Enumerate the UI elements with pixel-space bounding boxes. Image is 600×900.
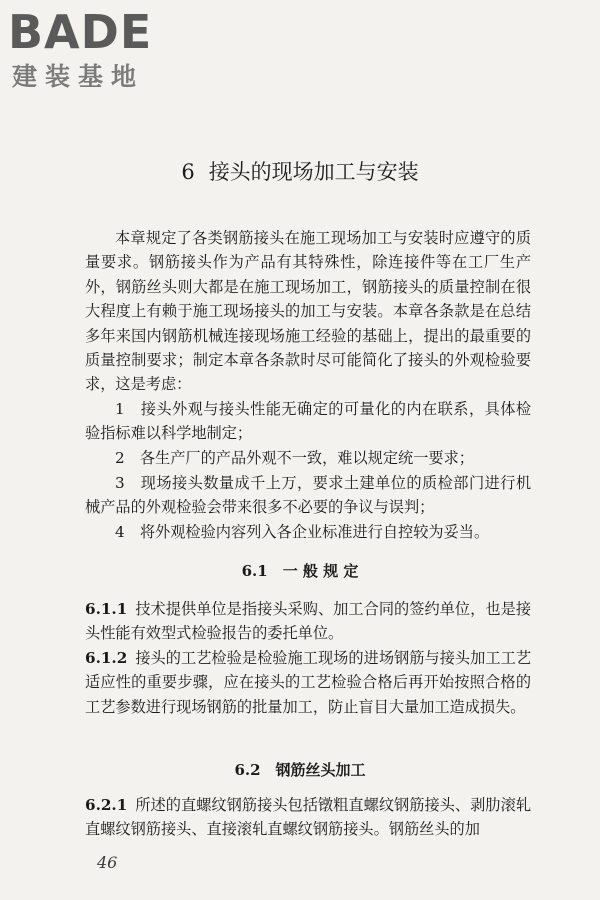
reason-text: 现场接头数量成千上万，要求土建单位的质检部门进行机械产品的外观检验会带来很多不必要的争议与误判； — [85, 474, 532, 517]
clause-text: 接头的工艺检验是检验施工现场的进场钢筋与接头加工工艺适应性的重要步骤，应在接头的工艺检验合格后再开始按照合格的工艺参数进行现场钢筋的批量加工，防止盲目大量加工造成损失。 — [85, 649, 531, 716]
logo-subtitle: 建装基地 — [12, 62, 145, 91]
clause-number: 6.2.1 — [85, 796, 128, 814]
clause-6-1-2 — [85, 646, 531, 719]
logo-wordmark: BADE — [8, 5, 153, 59]
clause-6-2-1 — [85, 793, 531, 842]
chapter-number: 6 — [181, 160, 195, 184]
section-heading-6-2: 6.2 钢筋丝头加工 — [234, 761, 366, 779]
reason-text: 各生产厂的产品外观不一致，难以规定统一要求； — [139, 449, 474, 467]
clause-number: 6.1.2 — [85, 649, 128, 667]
reason-number: 1 — [115, 400, 125, 418]
clause-text: 技术提供单位是指接头采购、加工合同的签约单位，也是接头性能有效型式检验报告的委托单位。 — [85, 600, 531, 643]
reason-text: 将外观检验内容列入各企业标准进行自控较为妥当。 — [139, 523, 490, 541]
chapter-title-text: 接头的现场加工与安装 — [208, 160, 419, 184]
intro-paragraph: 本章规定了各类钢筋接头在施工现场加工与安装时应遵守的质量要求。钢筋接头作为产品有其特殊性，除连接件等在工厂生产外，钢筋丝头则大都是在施工现场加工，钢筋接头的质量控制在很大程度上有赖于施工现场接头的加工与安装。本章各条款是在总结多年来国内钢筋机械连接现场施工经验的基础上，提出的最重要的质量控制要求；制定本章各条款时尽可能简化了接头的外观检验要求，这是考虑： — [85, 229, 531, 394]
clause-text: 所述的直螺纹钢筋接头包括镦粗直螺纹钢筋接头、剥肋滚轧直螺纹钢筋接头、直接滚轧直螺纹钢筋接头。钢筋丝头的加 — [85, 796, 531, 839]
reason-number: 4 — [115, 523, 125, 541]
reason-number: 3 — [115, 474, 125, 492]
reason-item-1 — [85, 397, 531, 446]
reason-item-2 — [85, 446, 531, 470]
reason-text: 接头外观与接头性能无确定的可量化的内在联系，具体检验指标难以科学地制定； — [85, 400, 532, 443]
reason-item-4 — [85, 520, 531, 544]
clause-6-1-1 — [85, 597, 531, 646]
clause-number: 6.1.1 — [85, 600, 128, 618]
section-heading-6-1: 6.1 一 般 规 定 — [241, 562, 359, 580]
reason-number: 2 — [115, 449, 125, 467]
page-number: 46 — [97, 853, 118, 872]
bade-logo — [6, 4, 181, 96]
reason-item-3 — [85, 471, 531, 520]
chapter-title — [0, 157, 600, 187]
